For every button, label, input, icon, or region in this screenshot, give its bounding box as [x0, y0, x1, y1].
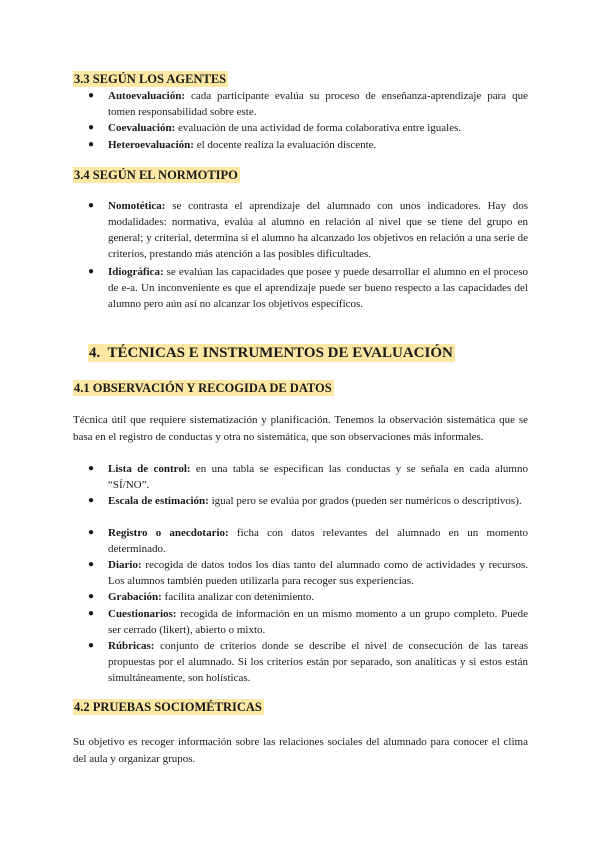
item-text: el docente realiza la evaluación discente. [193, 139, 377, 151]
item-term: Autoevaluación: [108, 90, 185, 102]
bullet-icon: ● [88, 559, 95, 570]
heading-4-1-text: 4.1 OBSERVACIÓN Y RECOGIDA DE DATOS [74, 381, 332, 395]
list-item [88, 606, 528, 638]
item-term: Nomotética: [108, 200, 166, 212]
item-term: Lista de control: [108, 463, 191, 475]
item-term: Grabación: [108, 591, 162, 603]
bullet-icon: ● [88, 200, 95, 211]
list-item [88, 88, 528, 120]
item-term: Heteroevaluación: [108, 139, 194, 151]
bullet-icon: ● [88, 591, 95, 602]
list-item [88, 120, 528, 136]
heading-3-4 [73, 168, 240, 183]
item-text: cada participante evalúa su proceso de enseñanza-aprendizaje para que tomen responsabilidad sobre este. [108, 90, 528, 118]
list-item [88, 461, 528, 493]
heading-3-4-text: 3.4 SEGÚN EL NORMOTIPO [74, 168, 238, 182]
list-item [88, 198, 528, 262]
item-term: Escala de estimación: [108, 495, 209, 507]
item-term: Diario: [108, 559, 142, 571]
bullet-icon: ● [88, 266, 95, 277]
paragraph-4-1: Técnica útil que requiere sistematización y planificación. Tenemos la observación sistemática que se basa en el registro de conductas y otra no sistemática, que son observaciones más informales. [73, 414, 528, 443]
item-text: evaluación de una actividad de forma colaborativa entre iguales. [175, 122, 462, 134]
bullet-icon: ● [88, 495, 95, 506]
item-text: igual pero se evalúa por grados (pueden ser numéricos o descriptivos). [208, 495, 522, 507]
list-item [88, 264, 528, 312]
item-text: recogida de datos todos los días tanto del alumnado como de actividades y recursos. Los alumnos también pueden utilizarla para recoger sus experiencias. [108, 559, 528, 587]
list-item [88, 137, 528, 153]
item-text: recogida de información en un mismo momento a un grupo completo. Puede ser cerrado (likert), abierto o mixto. [108, 608, 528, 636]
item-text: se contrasta el aprendizaje del alumnado con unos indicadores. Hay dos modalidades: normativa, evalúa al alumno en relación al nivel que se tiene del grupo en general; y criterial, determina si el alumno ha alcanzado los objetivos en relación a una serie de criterios, prestando más atención a las posibles dificultades. [108, 200, 528, 260]
list-item [88, 638, 528, 686]
heading-4 [88, 344, 455, 362]
list-item [88, 589, 528, 605]
item-term: Registro o anecdotario: [108, 527, 229, 539]
item-term: Coevaluación: [108, 122, 176, 134]
item-text: ficha con datos relevantes del alumnado en un momento determinado. [108, 527, 529, 555]
bullet-icon: ● [88, 608, 95, 619]
bullet-icon: ● [88, 90, 95, 101]
heading-3-3-text: 3.3 SEGÚN LOS AGENTES [74, 72, 227, 86]
bullet-icon: ● [88, 527, 95, 538]
list-item [88, 557, 528, 589]
item-text: se evalúan las capacidades que posee y puede desarrollar el alumno en el proceso de e-a. Un inconveniente es que el aprendizaje puede ser bueno respecto a las capacidades del alumno pero aún así no alcanzar los objetivos específicos. [108, 266, 528, 310]
bullet-icon: ● [88, 640, 95, 651]
heading-4-text: 4. TÉCNICAS E INSTRUMENTOS DE EVALUACIÓN [89, 345, 453, 361]
item-text: en una tabla se especifican las conductas y se señala en cada alumno “SÍ/NO”. [108, 463, 528, 491]
list-item [88, 493, 528, 509]
list-item [88, 525, 529, 557]
bullet-icon: ● [88, 139, 95, 150]
item-term: Cuestionarios: [108, 608, 177, 620]
item-text: facilita analizar con detenimiento. [161, 591, 315, 603]
heading-4-1 [73, 381, 334, 396]
item-term: Rúbricas: [108, 640, 155, 652]
heading-4-2 [73, 700, 264, 715]
item-term: Idiográfica: [108, 266, 164, 278]
heading-3-3 [73, 72, 228, 87]
item-text: conjunto de criterios donde se describe el nivel de consecución de las tareas propuestas por el alumnado. Si los criterios están por separado, son analíticas y si estos están simultáneamente, son holísticas. [108, 640, 528, 684]
bullet-icon: ● [88, 463, 95, 474]
paragraph-4-2: Su objetivo es recoger información sobre las relaciones sociales del alumnado para conocer el clima del aula y organizar grupos. [73, 736, 528, 765]
heading-4-2-text: 4.2 PRUEBAS SOCIOMÉTRICAS [74, 700, 262, 714]
bullet-icon: ● [88, 122, 95, 133]
